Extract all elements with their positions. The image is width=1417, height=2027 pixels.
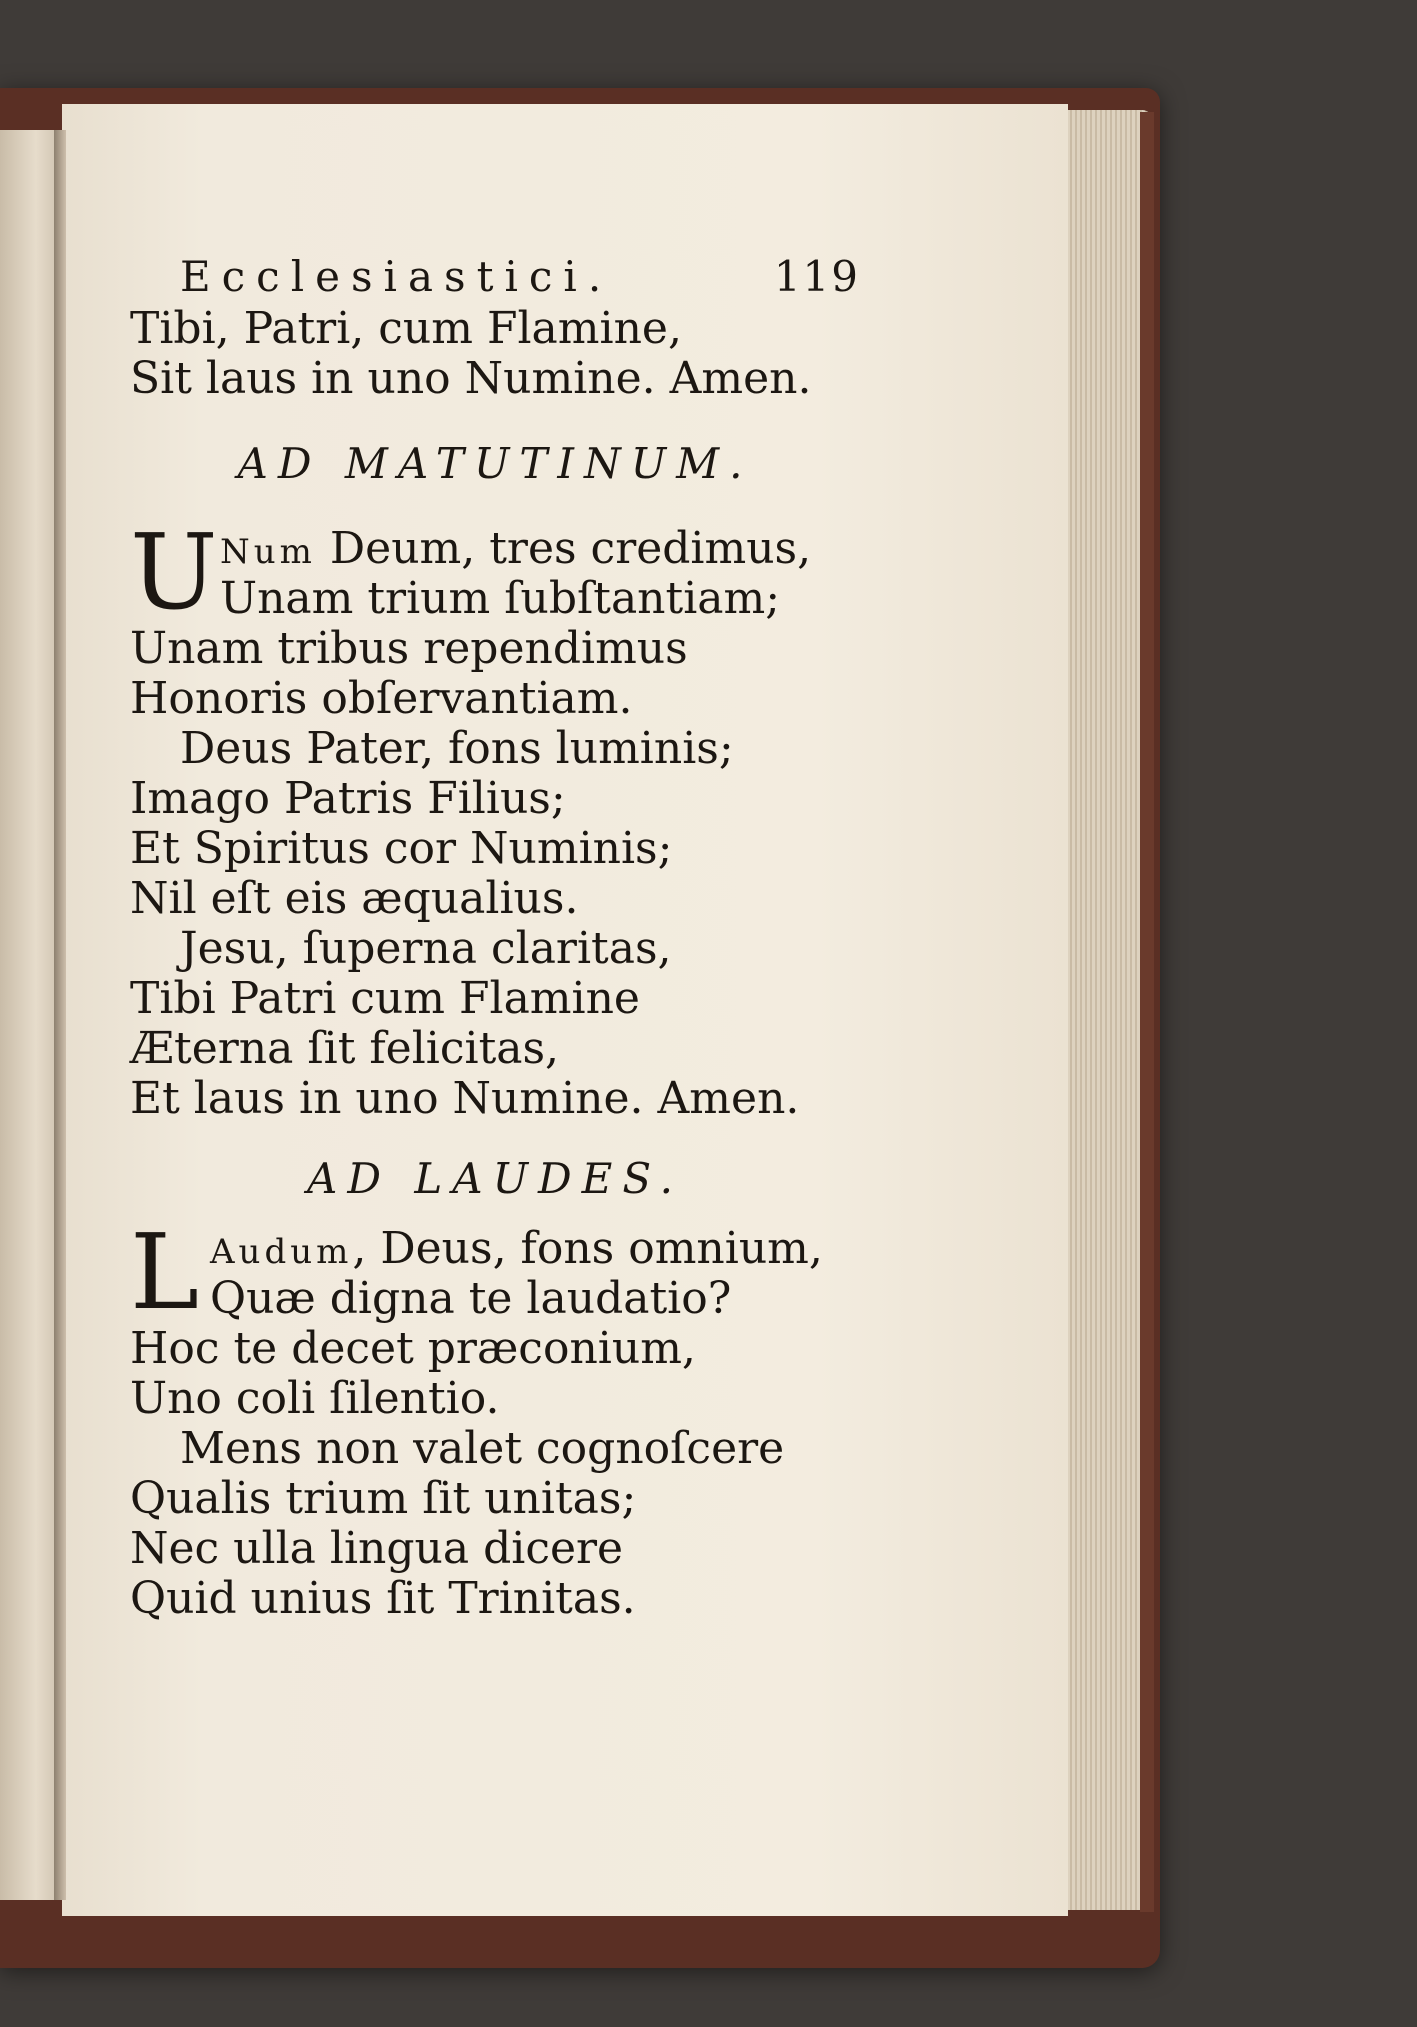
- cover-edge: [1140, 112, 1154, 1912]
- hymn-line: Nil eſt eis æqualius.: [130, 873, 579, 924]
- hymn-line: Uno coli ſilentio.: [130, 1373, 500, 1424]
- hymn-heading-matutinum: AD MATUTINUM.: [237, 439, 753, 488]
- page-edges: [1062, 110, 1152, 1910]
- hymn-line: Jesu, ſuperna claritas,: [180, 923, 672, 974]
- opening-line-1: Tibi, Patri, cum Flamine,: [130, 303, 682, 354]
- opening-line-2: Sit laus in uno Numine. Amen.: [130, 353, 812, 404]
- drop-cap: U: [130, 511, 218, 633]
- hymn-line: Æterna ſit felicitas,: [130, 1023, 560, 1074]
- drop-cap: L: [130, 1211, 200, 1333]
- first-line-rest: , Deus, fons omnium,: [352, 1223, 823, 1274]
- hymn-laudes: [130, 1211, 860, 1624]
- hymn-line: Imago Patris Filius;: [130, 773, 566, 824]
- first-line-rest: Deum, tres credimus,: [315, 523, 812, 574]
- hymn-line: Unam trium ſubſtantiam;: [220, 573, 781, 624]
- hymn-line: Deus Pater, fons luminis;: [180, 723, 734, 774]
- hymn-matutinum: [130, 511, 860, 1124]
- hymn-line: [130, 1224, 860, 1274]
- hymn-line: Nec ulla lingua dicere: [130, 1523, 624, 1574]
- hymn-line: [130, 524, 860, 574]
- page-number: 119: [773, 252, 860, 301]
- previous-page: [0, 130, 60, 1900]
- hymn-heading-laudes: AD LAUDES.: [307, 1154, 683, 1203]
- hymn-line: Quid unius ſit Trinitas.: [130, 1573, 636, 1624]
- running-head-title: Ecclesiastici.: [180, 252, 613, 301]
- running-head: [130, 250, 860, 304]
- first-word: Audum: [210, 1232, 353, 1272]
- hymn-line: Honoris obſervantiam.: [130, 673, 633, 724]
- hymn-line: Et Spiritus cor Numinis;: [130, 823, 673, 874]
- page-text: [130, 250, 860, 1624]
- page-gutter: [54, 130, 66, 1900]
- hymn-line: Qualis trium ſit unitas;: [130, 1473, 637, 1524]
- hymn-line: Unam tribus rependimus: [130, 623, 688, 674]
- hymn-line: Mens non valet cognoſcere: [180, 1423, 785, 1474]
- hymn-line: Tibi Patri cum Flamine: [130, 973, 640, 1024]
- hymn-line: Et laus in uno Numine. Amen.: [130, 1073, 800, 1124]
- first-word: Num: [220, 532, 316, 572]
- hymn-line: Quæ digna te laudatio?: [210, 1273, 732, 1324]
- hymn-line: Hoc te decet præconium,: [130, 1323, 696, 1374]
